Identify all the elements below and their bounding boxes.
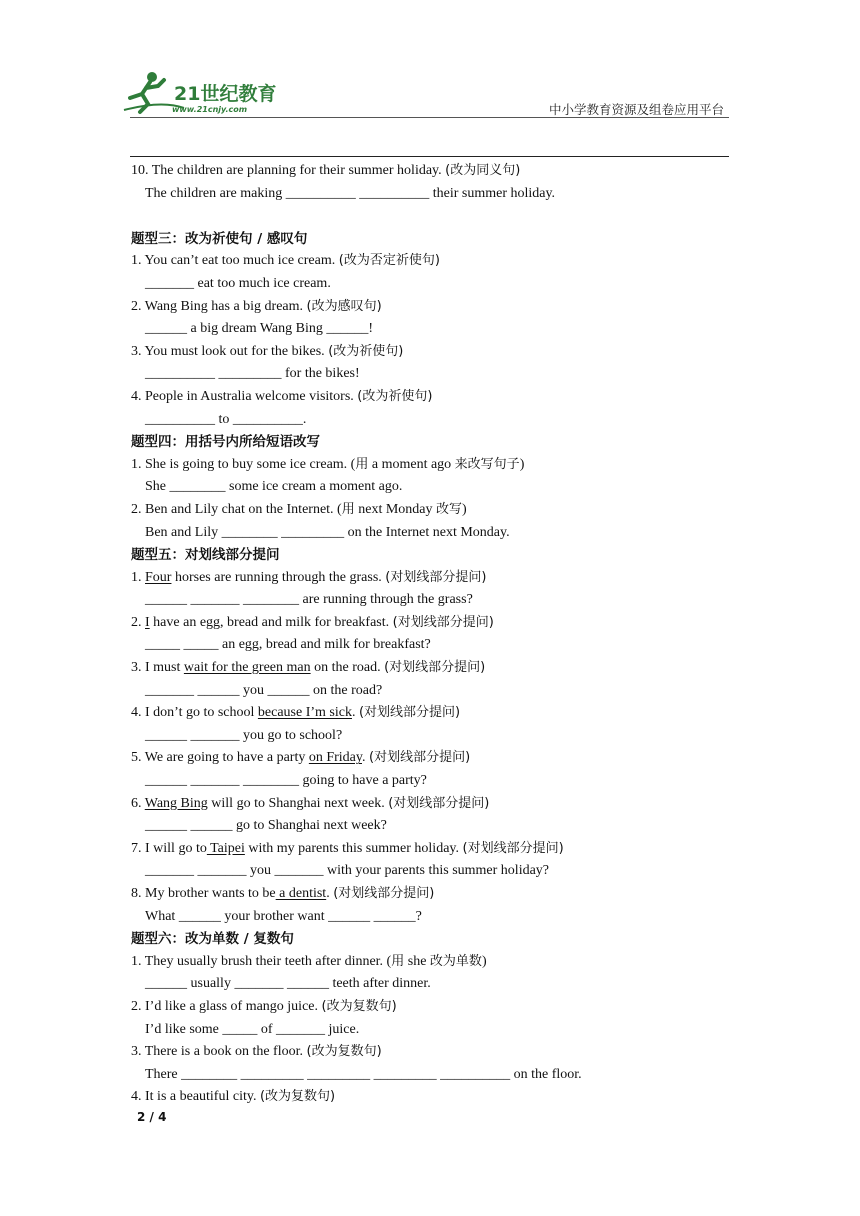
section-3-heading: 题型三：改为祈使句 / 感叹句 — [131, 230, 308, 247]
s5-question: 7. I will go to Taipei with my parents this summer holiday. (对划线部分提问) — [131, 840, 564, 856]
section-5-heading: 题型五：对划线部分提问 — [131, 547, 280, 564]
s4-question: 2. Ben and Lily chat on the Internet. (用 next Monday 改写) — [131, 501, 467, 517]
s5-answer: _______ ______ you ______ on the road? — [145, 682, 383, 698]
s5-answer: ______ ______ go to Shanghai next week? — [145, 818, 387, 834]
section-4-heading: 题型四：用括号内所给短语改写 — [131, 434, 320, 451]
s3-answer: _______ eat too much ice cream. — [145, 275, 331, 291]
logo-title: 21世纪教育 — [174, 83, 277, 105]
s5-question: 3. I must wait for the green man on the road. (对划线部分提问) — [131, 660, 486, 676]
s3-question: 4. People in Australia welcome visitors. (改为祈使句) — [131, 388, 433, 404]
s3-question: 1. You can’t eat too much ice cream. (改为否定祈使句) — [131, 253, 440, 269]
s5-answer: _____ _____ an egg, bread and milk for breakfast? — [145, 637, 431, 653]
s3-question: 2. Wang Bing has a big dream. (改为感叹句) — [131, 298, 382, 314]
s4-question: 1. She is going to buy some ice cream. (用 a moment ago 来改写句子) — [131, 456, 525, 472]
s5-answer: What ______ your brother want ______ ______? — [145, 908, 422, 924]
s6-question: 1. They usually brush their teeth after dinner. (用 she 改为单数) — [131, 953, 487, 969]
s5-question: 5. We are going to have a party on Friday. (对划线部分提问) — [131, 750, 471, 766]
content-divider — [130, 156, 729, 157]
page-number: 2 / 4 — [137, 1110, 167, 1124]
s6-answer: There ________ _________ _________ _________ __________ on the floor. — [145, 1066, 582, 1082]
platform-name: 中小学教育资源及组卷应用平台 — [548, 102, 724, 117]
question-10: 10. The children are planning for their summer holiday. (改为同义句) — [131, 163, 521, 178]
s3-answer: __________ _________ for the bikes! — [145, 366, 360, 382]
s6-answer: ______ usually _______ ______ teeth after dinner. — [145, 976, 431, 992]
s5-answer: _______ _______ you _______ with your parents this summer holiday? — [145, 863, 550, 879]
answer-10: The children are making __________ __________ their summer holiday. — [145, 185, 556, 201]
s5-answer: ______ _______ ________ are running through the grass? — [145, 592, 473, 608]
s6-question: 3. There is a book on the floor. (改为复数句) — [131, 1044, 382, 1060]
s3-answer: __________ to __________. — [145, 411, 307, 427]
worksheet-content — [131, 160, 731, 1109]
s3-question: 3. You must look out for the bikes. (改为祈使句) — [131, 343, 404, 359]
s5-question: 1. Four horses are running through the grass. (对划线部分提问) — [131, 569, 487, 585]
s6-question: 4. It is a beautiful city. (改为复数句) — [131, 1089, 336, 1105]
s4-answer: Ben and Lily ________ _________ on the Internet next Monday. — [145, 524, 510, 540]
s5-question: 8. My brother wants to be a dentist. (对划线部分提问) — [131, 886, 435, 901]
s5-question: 2. I have an egg, bread and milk for breakfast. (对划线部分提问) — [131, 614, 494, 630]
s6-answer: I’d like some _____ of _______ juice. — [145, 1021, 360, 1037]
s5-question: 6. Wang Bing will go to Shanghai next week. (对划线部分提问) — [131, 795, 490, 811]
logo-url: www.21cnjy.com — [172, 105, 248, 114]
21cnjy-logo — [122, 70, 292, 116]
s3-answer: ______ a big dream Wang Bing ______! — [145, 321, 374, 337]
s5-answer: ______ _______ ________ going to have a party? — [145, 773, 427, 789]
header-divider — [130, 117, 729, 118]
s5-answer: ______ _______ you go to school? — [145, 727, 343, 743]
section-6-heading: 题型六：改为单数 / 复数句 — [131, 931, 294, 948]
s6-question: 2. I’d like a glass of mango juice. (改为复数句) — [131, 998, 397, 1014]
s4-answer: She ________ some ice cream a moment ago. — [145, 479, 403, 495]
logo-head — [147, 72, 157, 82]
s5-question: 4. I don’t go to school because I’m sick. (对划线部分提问) — [131, 705, 461, 721]
